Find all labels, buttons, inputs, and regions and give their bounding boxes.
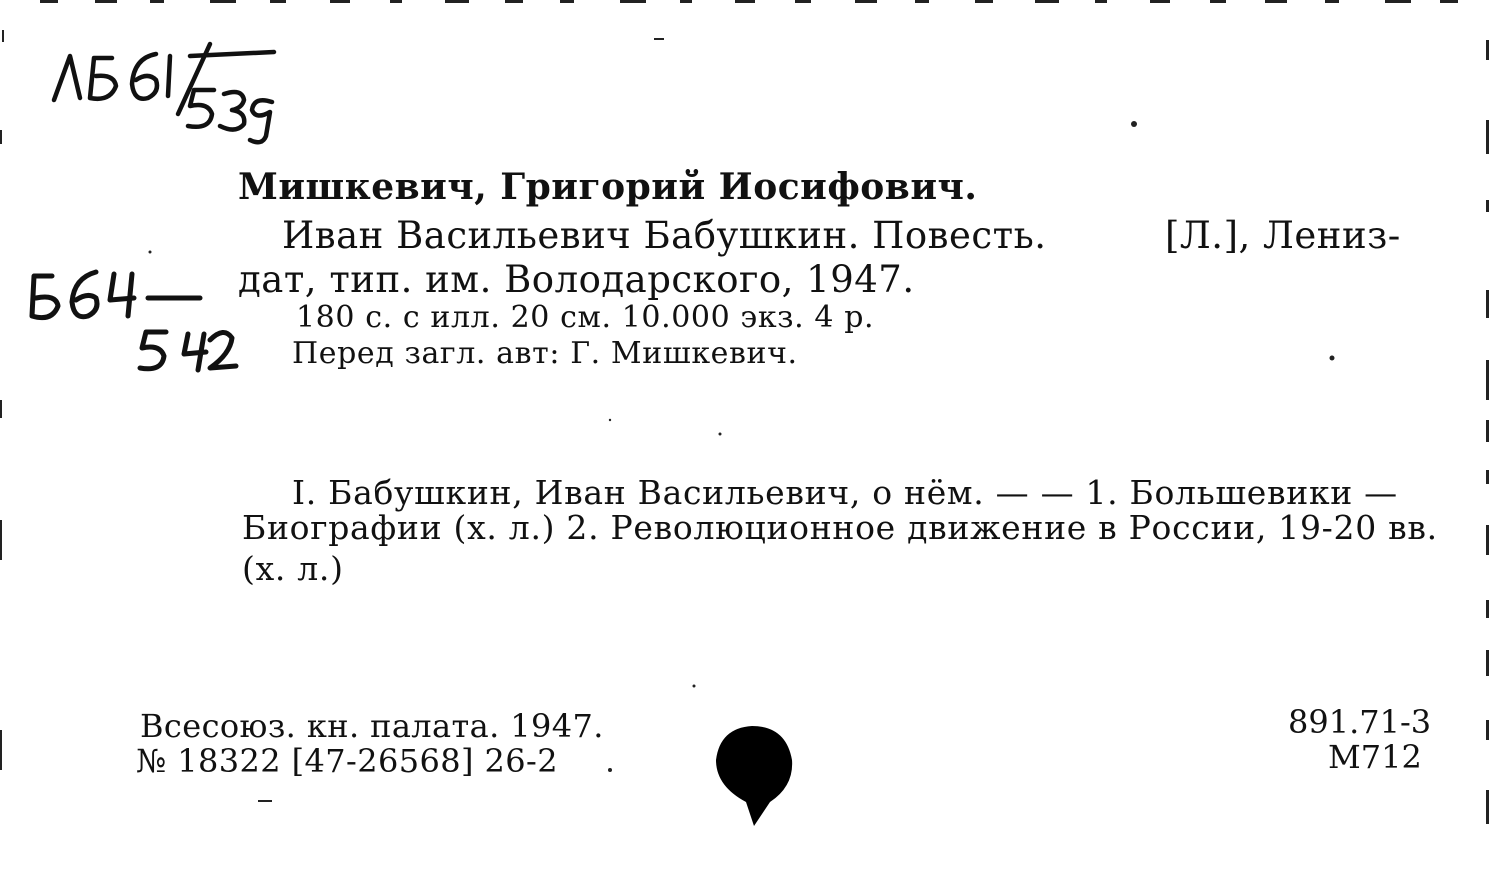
publisher-line-2: № 18322 [47-26568] 26-2 [136, 742, 558, 780]
classification-code: 891.71-3 [1288, 703, 1432, 741]
author-mark: М712 [1328, 738, 1422, 776]
title-line-2: дат, тип. им. Володарского, 1947. [238, 258, 915, 301]
subject-line-3: (х. л.) [242, 549, 344, 588]
author-note: Перед загл. авт: Г. Мишкевич. [292, 336, 798, 371]
subject-line-1: I. Бабушкин, Иван Васильевич, о нём. — — 1. Большевики — [292, 473, 1398, 512]
subject-line-2: Биографии (х. л.) 2. Революционное движение в России, 19-20 вв. [242, 508, 1438, 547]
publisher-line-1: Всесоюз. кн. палата. 1947. [140, 707, 604, 745]
author-heading: Мишкевич, Григорий Иосифович. [238, 166, 978, 208]
collation-line: 180 с. с илл. 20 см. 10.000 экз. 4 р. [296, 300, 875, 335]
title-line-1: Иван Васильевич Бабушкин. Повесть. [282, 214, 1047, 257]
title-line-1-imprint: [Л.], Лениз- [1165, 214, 1401, 257]
